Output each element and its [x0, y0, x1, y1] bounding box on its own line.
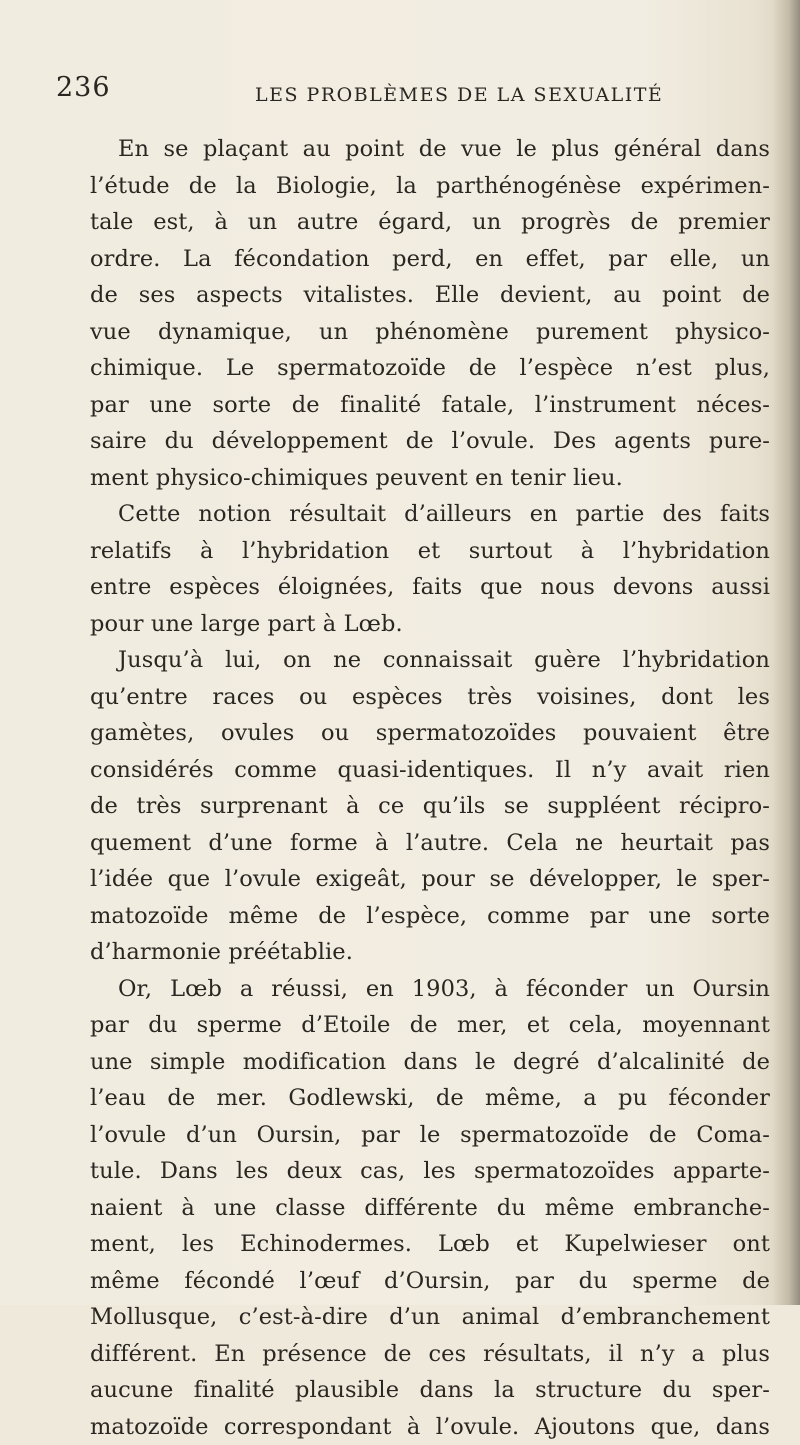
- text-line: l’eau de mer. Godlewski, de même, a pu féconder: [90, 1080, 770, 1117]
- text-line: aucune finalité plausible dans la structure du sper-: [90, 1372, 770, 1409]
- text-line: ordre. La fécondation perd, en effet, par elle, un: [90, 241, 770, 278]
- text-line: naient à une classe différente du même embranche-: [90, 1190, 770, 1227]
- text-line: En se plaçant au point de vue le plus général dans: [90, 131, 770, 168]
- text-line: l’ovule d’un Oursin, par le spermatozoïde de Coma-: [90, 1117, 770, 1154]
- text-line: ment, les Echinodermes. Lœb et Kupelwieser ont: [90, 1226, 770, 1263]
- text-line: par une sorte de finalité fatale, l’instrument néces-: [90, 387, 770, 424]
- text-line: Mollusque, c’est-à-dire d’un animal d’embranchement: [90, 1299, 770, 1336]
- text-line: Cette notion résultait d’ailleurs en partie des faits: [90, 496, 770, 533]
- page-edge-shadow: [772, 0, 800, 1305]
- text-line: une simple modification dans le degré d’alcalinité de: [90, 1044, 770, 1081]
- text-line: vue dynamique, un phénomène purement physico-: [90, 314, 770, 351]
- text-line: chimique. Le spermatozoïde de l’espèce n’est plus,: [90, 350, 770, 387]
- text-line: Or, Lœb a réussi, en 1903, à féconder un Oursin: [90, 971, 770, 1008]
- text-line: par du sperme d’Etoile de mer, et cela, moyennant: [90, 1007, 770, 1044]
- text-line: tule. Dans les deux cas, les spermatozoïdes apparte-: [90, 1153, 770, 1190]
- text-line: ment physico-chimiques peuvent en tenir lieu.: [90, 460, 770, 497]
- running-head: LES PROBLÈMES DE LA SEXUALITÉ: [255, 84, 663, 106]
- text-line: tale est, à un autre égard, un progrès de premier: [90, 204, 770, 241]
- text-line: matozoïde même de l’espèce, comme par une sorte: [90, 898, 770, 935]
- text-line: entre espèces éloignées, faits que nous devons aussi: [90, 569, 770, 606]
- text-line: qu’entre races ou espèces très voisines, dont les: [90, 679, 770, 716]
- text-line: considérés comme quasi-identiques. Il n’y avait rien: [90, 752, 770, 789]
- text-line: de très surprenant à ce qu’ils se suppléent récipro-: [90, 788, 770, 825]
- text-line: l’idée que l’ovule exigeât, pour se développer, le sper-: [90, 861, 770, 898]
- text-line: matozoïde correspondant à l’ovule. Ajoutons que, dans: [90, 1409, 770, 1445]
- text-line: relatifs à l’hybridation et surtout à l’hybridation: [90, 533, 770, 570]
- page-number: 236: [56, 72, 111, 103]
- text-line: quement d’une forme à l’autre. Cela ne heurtait pas: [90, 825, 770, 862]
- text-line: l’étude de la Biologie, la parthénogénèse expérimen-: [90, 168, 770, 205]
- text-line: différent. En présence de ces résultats, il n’y a plus: [90, 1336, 770, 1373]
- text-line: même fécondé l’œuf d’Oursin, par du sperme de: [90, 1263, 770, 1300]
- text-line: gamètes, ovules ou spermatozoïdes pouvaient être: [90, 715, 770, 752]
- text-line: d’harmonie préétablie.: [90, 934, 770, 971]
- text-line: saire du développement de l’ovule. Des agents pure-: [90, 423, 770, 460]
- body-text: [90, 131, 770, 1445]
- text-line: pour une large part à Lœb.: [90, 606, 770, 643]
- text-line: de ses aspects vitalistes. Elle devient, au point de: [90, 277, 770, 314]
- text-line: Jusqu’à lui, on ne connaissait guère l’hybridation: [90, 642, 770, 679]
